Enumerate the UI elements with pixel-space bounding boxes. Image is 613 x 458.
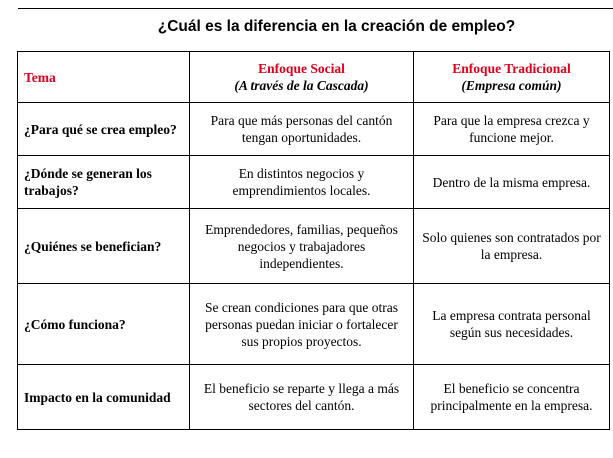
table-row	[18, 209, 610, 284]
row-tema: ¿Quiénes se benefician?	[18, 209, 190, 284]
comparison-table	[17, 51, 610, 430]
row-tradicional: Para que la empresa crezca y funcione mejor.	[414, 103, 610, 156]
row-tema: Impacto en la comunidad	[18, 365, 190, 430]
header-social-subtitle: (A través de la Cascada)	[234, 78, 369, 93]
table-row	[18, 156, 610, 209]
row-tradicional: Dentro de la misma empresa.	[414, 156, 610, 209]
row-tradicional: Solo quienes son contratados por la empresa.	[414, 209, 610, 284]
row-social: Emprendedores, familias, pequeños negocios y trabajadores independientes.	[190, 209, 414, 284]
row-tema: ¿Cómo funciona?	[18, 284, 190, 365]
header-social	[190, 52, 414, 103]
row-tema: ¿Dónde se generan los trabajos?	[18, 156, 190, 209]
row-social: En distintos negocios y emprendimientos locales.	[190, 156, 414, 209]
header-tema	[18, 52, 190, 103]
header-tradicional-title: Enfoque Tradicional	[452, 61, 571, 76]
table-row	[18, 284, 610, 365]
header-social-title: Enfoque Social	[258, 61, 345, 76]
top-rule	[18, 8, 613, 9]
table-row	[18, 365, 610, 430]
row-social: Se crean condiciones para que otras personas puedan iniciar o fortalecer sus propios proyectos.	[190, 284, 414, 365]
row-social: El beneficio se reparte y llega a más sectores del cantón.	[190, 365, 414, 430]
row-tradicional: La empresa contrata personal según sus necesidades.	[414, 284, 610, 365]
table-header-row	[18, 52, 610, 103]
row-tema: ¿Para qué se crea empleo?	[18, 103, 190, 156]
page-title: ¿Cuál es la diferencia en la creación de empleo?	[157, 18, 516, 35]
header-tradicional-subtitle: (Empresa común)	[461, 78, 562, 93]
header-tradicional	[414, 52, 610, 103]
row-tradicional: El beneficio se concentra principalmente en la empresa.	[414, 365, 610, 430]
row-social: Para que más personas del cantón tengan oportunidades.	[190, 103, 414, 156]
header-tema-label: Tema	[24, 69, 56, 85]
table-row	[18, 103, 610, 156]
